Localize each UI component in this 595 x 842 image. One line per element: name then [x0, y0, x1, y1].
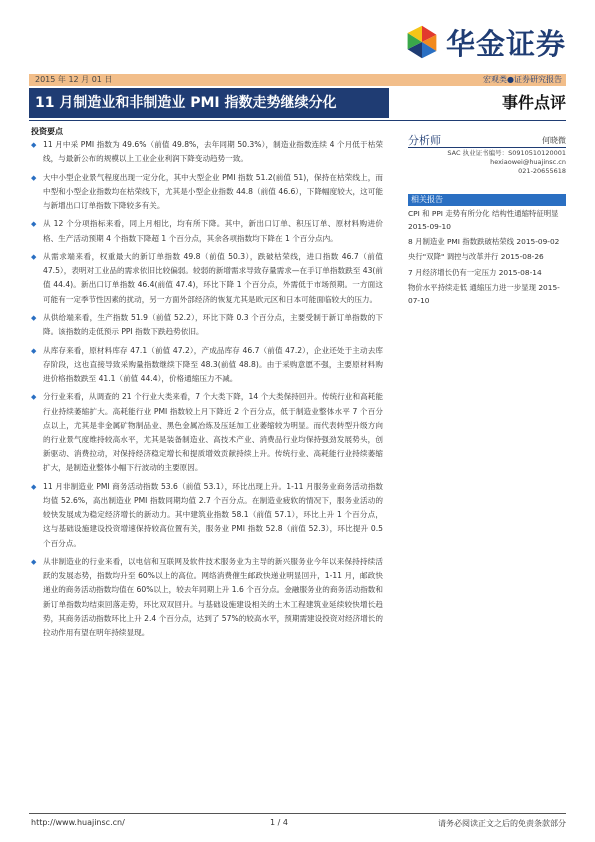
- key-point: ◆ 11 月中采 PMI 指数为 49.6%（前值 49.8%，去年同期 50.3%），制造业指数连续 4 个月低于枯荣线，与最新公布的规模以上工业企业利润下降变动趋势一致。: [31, 138, 383, 166]
- footer-url[interactable]: http://www.huajinsc.cn/: [31, 818, 125, 827]
- analyst-divider: [408, 147, 566, 148]
- analyst-info: [447, 149, 566, 176]
- report-category: 宏观类●证券研究报告: [483, 75, 562, 84]
- related-report-item[interactable]: CPI 和 PPI 走势有所分化 结构性通缩特征明显 2015-09-10: [408, 209, 559, 231]
- key-point: ◆ 从 12 个分项指标来看，同上月相比，均有所下降。其中，新出口订单、积压订单、原材料购进价格、生产活动预期 4 个指数下降超 1 个百分点，其余各项指数均下降在 1 个百分点内。: [31, 217, 383, 245]
- key-point: ◆ 从非制造业的行业来看，以电信和互联网及软件技术服务业为主导的新兴服务业今年以来保持持续活跃的发展态势，指数均升至 60%以上的高位。网络消费催生邮政快递业明显回升，1-11 月，邮政快递业的商务活动指数均值在 60%以上，较去年同期上升 1.6 个百分点。金融服务业的商务活动指数和新订单指数均结束回落走势，环比双双回升。与基础设施建设相关的土木工程建筑业延续较快增长趋势，其商务活动指数环比上升 2.4 个百分点，达到了 57%的较高水平，预期需建设投资对经济增长的拉动作用有望在明年持续显现。: [31, 555, 383, 640]
- logo-mark-icon: [404, 22, 440, 62]
- analyst-sac: SAC 执业证书编号：S0910510120001: [447, 149, 566, 157]
- related-report-item[interactable]: 7 月经济增长仍有一定压力 2015-08-14: [408, 267, 542, 277]
- logo-text: 华金证券: [445, 26, 566, 61]
- report-date: 2015 年 12 月 01 日: [35, 75, 113, 84]
- related-report-item[interactable]: 8 月制造业 PMI 指数跌破枯荣线 2015-09-02: [408, 237, 560, 247]
- key-point: ◆ 11 月非制造业 PMI 商务活动指数 53.6（前值 53.1），环比出现上升。1-11 月服务业商务活动指数均值 52.6%，高出制造业 PMI 指数同期均值 2.7 个百分点。在制造业疲软的情况下，服务业活动的较快发展成为稳定经济增长的新动力。其中建筑业指数 58.1（前值 57.1），环比上升 1 个百分点，这与基础设施建设投资增速保持较高位置有关，服务业 PMI 指数 52.8（前值 52.3），环比提升 0.5 个百分点。: [31, 480, 383, 551]
- company-logo: [404, 20, 566, 64]
- title-divider: [29, 120, 566, 121]
- analyst-name: 何晓微: [542, 136, 566, 145]
- key-point: ◆ 从供给端来看，生产指数 51.9（前值 52.2），环比下降 0.3 个百分点，主要受制于新订单指数的下降。该指数的走低预示 PPI 指数下跌趋势依旧。: [31, 311, 383, 339]
- related-report-item[interactable]: 央行"双降" 调控与改革并行 2015-08-26: [408, 252, 544, 262]
- analyst-email[interactable]: hexiaowei@huajinsc.cn: [490, 158, 566, 166]
- related-reports-heading: 相关报告: [408, 194, 566, 206]
- key-point: ◆ 分行业来看，从调查的 21 个行业大类来看，7 个大类下降，14 个大类保持回升。传统行业和高耗能行业持续萎缩扩大。高耗能行业 PMI 指数较上月下降近 2 个百分点，低于制造业整体水平 7 个百分点以上，尤其是非金属矿物制品业、黑色金属冶炼及压延加工业萎缩较为明显。而代表转型升级方向的行业景气度维持较高水平，尤其是装备制造业、高技术产业、消费品行业均保持强劲发展势头，创新驱动、消费拉动，对保持经济稳定增长和提质增效贡献持续上升。传统行业、高耗能行业持续萎缩扩大，是制造业整体小幅下行波动的主要原因。: [31, 390, 383, 475]
- analyst-label: 分析师: [408, 134, 441, 147]
- key-point: ◆ 从库存来看，原材料库存 47.1（前值 47.2），产成品库存 46.7（前值 47.2），企业还处于主动去库存阶段，这也直接导致采购量指数继续下降至 48.3(前值 48.8)。由于采购意愿不强，主要原材料购进价格指数跌至 41.1（前值 44.4），价格通缩压力不减。: [31, 344, 383, 387]
- date-bar: [29, 74, 566, 86]
- document-type: 事件点评: [501, 93, 566, 112]
- page-number: 1 / 4: [270, 818, 288, 827]
- title-bar: [29, 88, 566, 118]
- footer-disclaimer: 请务必阅读正文之后的免责条款部分: [438, 819, 566, 828]
- footer-divider: [29, 813, 566, 814]
- key-point: ◆ 大中小型企业景气程度出现一定分化，其中大型企业 PMI 指数 51.2(前值 51)，保持在枯荣线上，而中型和小型企业指数均在枯荣线下，尤其是小型企业指数 44.8（前值 46.6），下降幅度较大，这可能与新增出口订单指数下降较多有关。: [31, 171, 383, 214]
- page-title: 11 月制造业和非制造业 PMI 指数走势继续分化: [35, 95, 337, 111]
- related-reports-list: [408, 208, 566, 310]
- key-point: ◆ 从需求端来看，权重最大的新订单指数 49.8（前值 50.3），跌破枯荣线，进口指数 46.7（前值 47.5），表明对工业品的需求依旧比较偏弱。较弱的新增需求导致存量需求—在手订单指数跌至 43(前值 44.4)。新出口订单指数 46.4(前值 47.4)，环比下降 1 个百分点，外需低于市场预期。一方面这可能有一定季节性因素的扰动，另一方面外部经济的恢复尤其是欧元区和日本可能面临较大的压力。: [31, 250, 383, 307]
- analyst-phone: 021-20655618: [518, 167, 566, 175]
- key-points-list: [31, 138, 383, 644]
- related-report-item[interactable]: 物价水平持续走低 通缩压力进一步显现 2015-07-10: [408, 282, 560, 305]
- key-points-heading: 投资要点: [31, 127, 63, 136]
